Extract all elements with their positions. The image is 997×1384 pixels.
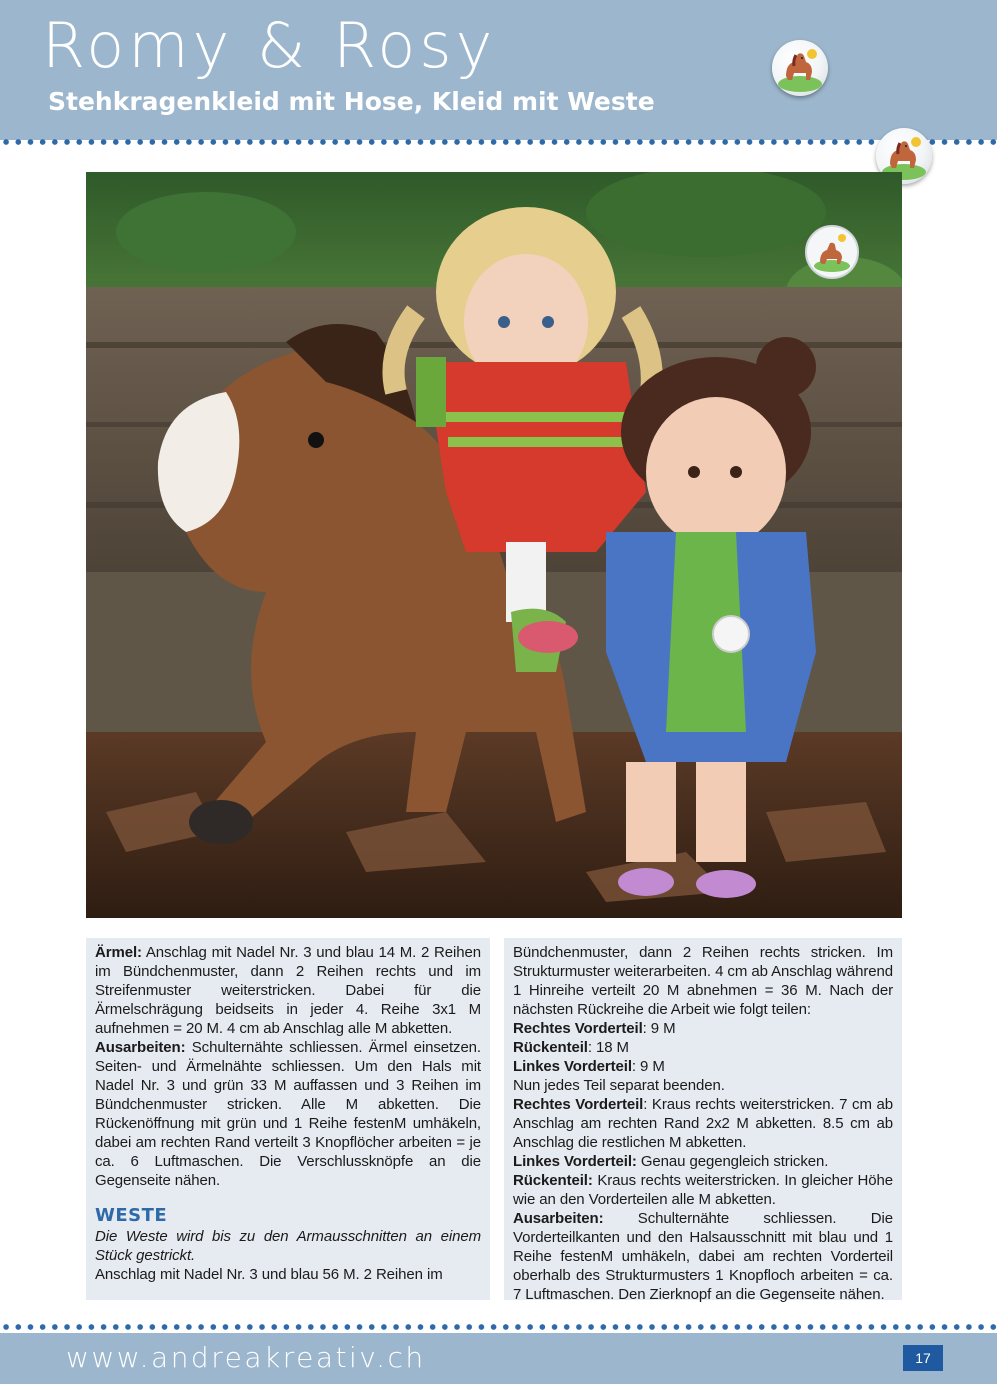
paragraph-strukturmuster: Bündchenmuster, dann 2 Reihen rechts stricken. Im Strukturmuster weiterarbeiten. 4 cm ab Anschlag während 1 Hinreihe verteilt 20 M abnehmen = 36 M. Nach der nächsten Rückreihe die Arbeit wie folgt teilen: — [513, 944, 893, 1018]
value-linkes-vorderteil: : 9 M — [631, 1058, 665, 1075]
dotted-divider-bottom — [0, 1323, 997, 1331]
text-ausarbeiten-weste: Schulternähte schliessen. Die Vorderteilkanten und den Halsausschnitt mit blau und 1 Reihe festenM umhäkeln, dabei am rechten Vorderteil oberhalb des Strukturmusters 1 Knopfloch arbeiten = ca. 7 Luftmaschen. Den Zierknopf an die Gegenseite nähen. — [513, 1210, 893, 1303]
page-subtitle: Stehkragenkleid mit Hose, Kleid mit Weste — [48, 87, 655, 116]
list-item — [513, 1038, 893, 1057]
section-heading-weste: WESTE — [95, 1205, 168, 1226]
label-rechtes-vorderteil: Rechtes Vorderteil — [513, 1020, 643, 1037]
dolls-with-plush-pony-photo — [86, 172, 902, 918]
instructions-left-column — [86, 938, 490, 1300]
paragraph-linkes-vorderteil — [513, 1152, 893, 1171]
label-rueckenteil: Rückenteil — [513, 1039, 588, 1056]
paragraph-rueckenteil — [513, 1171, 893, 1209]
dotted-divider-top — [0, 138, 997, 146]
label-rueckenteil-detail: Rückenteil: — [513, 1172, 593, 1189]
paragraph-separat: Nun jedes Teil separat beenden. — [513, 1077, 725, 1094]
paragraph-rechtes-vorderteil — [513, 1095, 893, 1152]
paragraph-ausarbeiten-weste — [513, 1209, 893, 1304]
page-title: Romy & Rosy — [42, 9, 497, 82]
text-ausarbeiten: Schulternähte schliessen. Ärmel einsetzen. Seiten- und Ärmelnähte schliessen. Um den Hals mit Nadel Nr. 3 und grün 33 M auffassen und 3 Reihen im Bündchenmuster stricken. Alle M abketten. Die Rückenöffnung mit grün und 1 Reihe festenM umhäkeln, dabei am rechten Rand verteilt 3 Knopflöcher arbeiten = je ca. 6 Luftmaschen. Die Verschlussknöpfe an die Gegenseite nähen. — [95, 1039, 481, 1189]
text-aermel: Anschlag mit Nadel Nr. 3 und blau 14 M. 2 Reihen im Bündchenmuster, dann 2 Reihen rechts und im Streifenmuster weiterstricken. Dabei für die Ärmelschrägung beidseits in jeder 4. Reihe 3x1 M aufnehmen = 20 M. 4 cm ab Anschlag alle M abketten. — [95, 944, 481, 1037]
list-item — [513, 1057, 893, 1076]
weste-intro: Die Weste wird bis zu den Armausschnitten an einem Stück gestrickt. — [95, 1228, 481, 1264]
page-number: 17 — [903, 1345, 943, 1371]
pony-button-icon — [772, 40, 828, 96]
label-ausarbeiten: Ausarbeiten: — [95, 1039, 186, 1056]
paragraph-aermel — [95, 943, 481, 1038]
instructions-right-column — [504, 938, 902, 1303]
label-linkes-vorderteil: Linkes Vorderteil — [513, 1058, 632, 1075]
website-url[interactable]: www.andreakreativ.ch — [66, 1341, 426, 1374]
text-rueckenteil-detail: Kraus rechts weiterstricken. In gleicher Höhe wie an den Vorderteilen alle M abketten. — [513, 1172, 893, 1208]
text-rechtes-vorderteil-detail: : Kraus rechts weiterstricken. 7 cm ab Anschlag am rechten Rand 2x2 M abketten. 8.5 cm ab Anschlag die restlichen M abketten. — [513, 1096, 893, 1151]
list-item — [513, 1019, 893, 1038]
label-aermel: Ärmel: — [95, 944, 142, 961]
weste-anschlag: Anschlag mit Nadel Nr. 3 und blau 56 M. 2 Reihen im — [95, 1266, 443, 1283]
value-rechtes-vorderteil: : 9 M — [642, 1020, 676, 1037]
label-ausarbeiten-weste: Ausarbeiten: — [513, 1210, 604, 1227]
text-linkes-vorderteil-detail: Genau gegengleich stricken. — [636, 1153, 829, 1170]
paragraph-ausarbeiten — [95, 1038, 481, 1190]
label-linkes-vorderteil-detail: Linkes Vorderteil: — [513, 1153, 637, 1170]
value-rueckenteil: : 18 M — [587, 1039, 629, 1056]
label-rechtes-vorderteil-detail: Rechtes Vorderteil — [513, 1096, 644, 1113]
